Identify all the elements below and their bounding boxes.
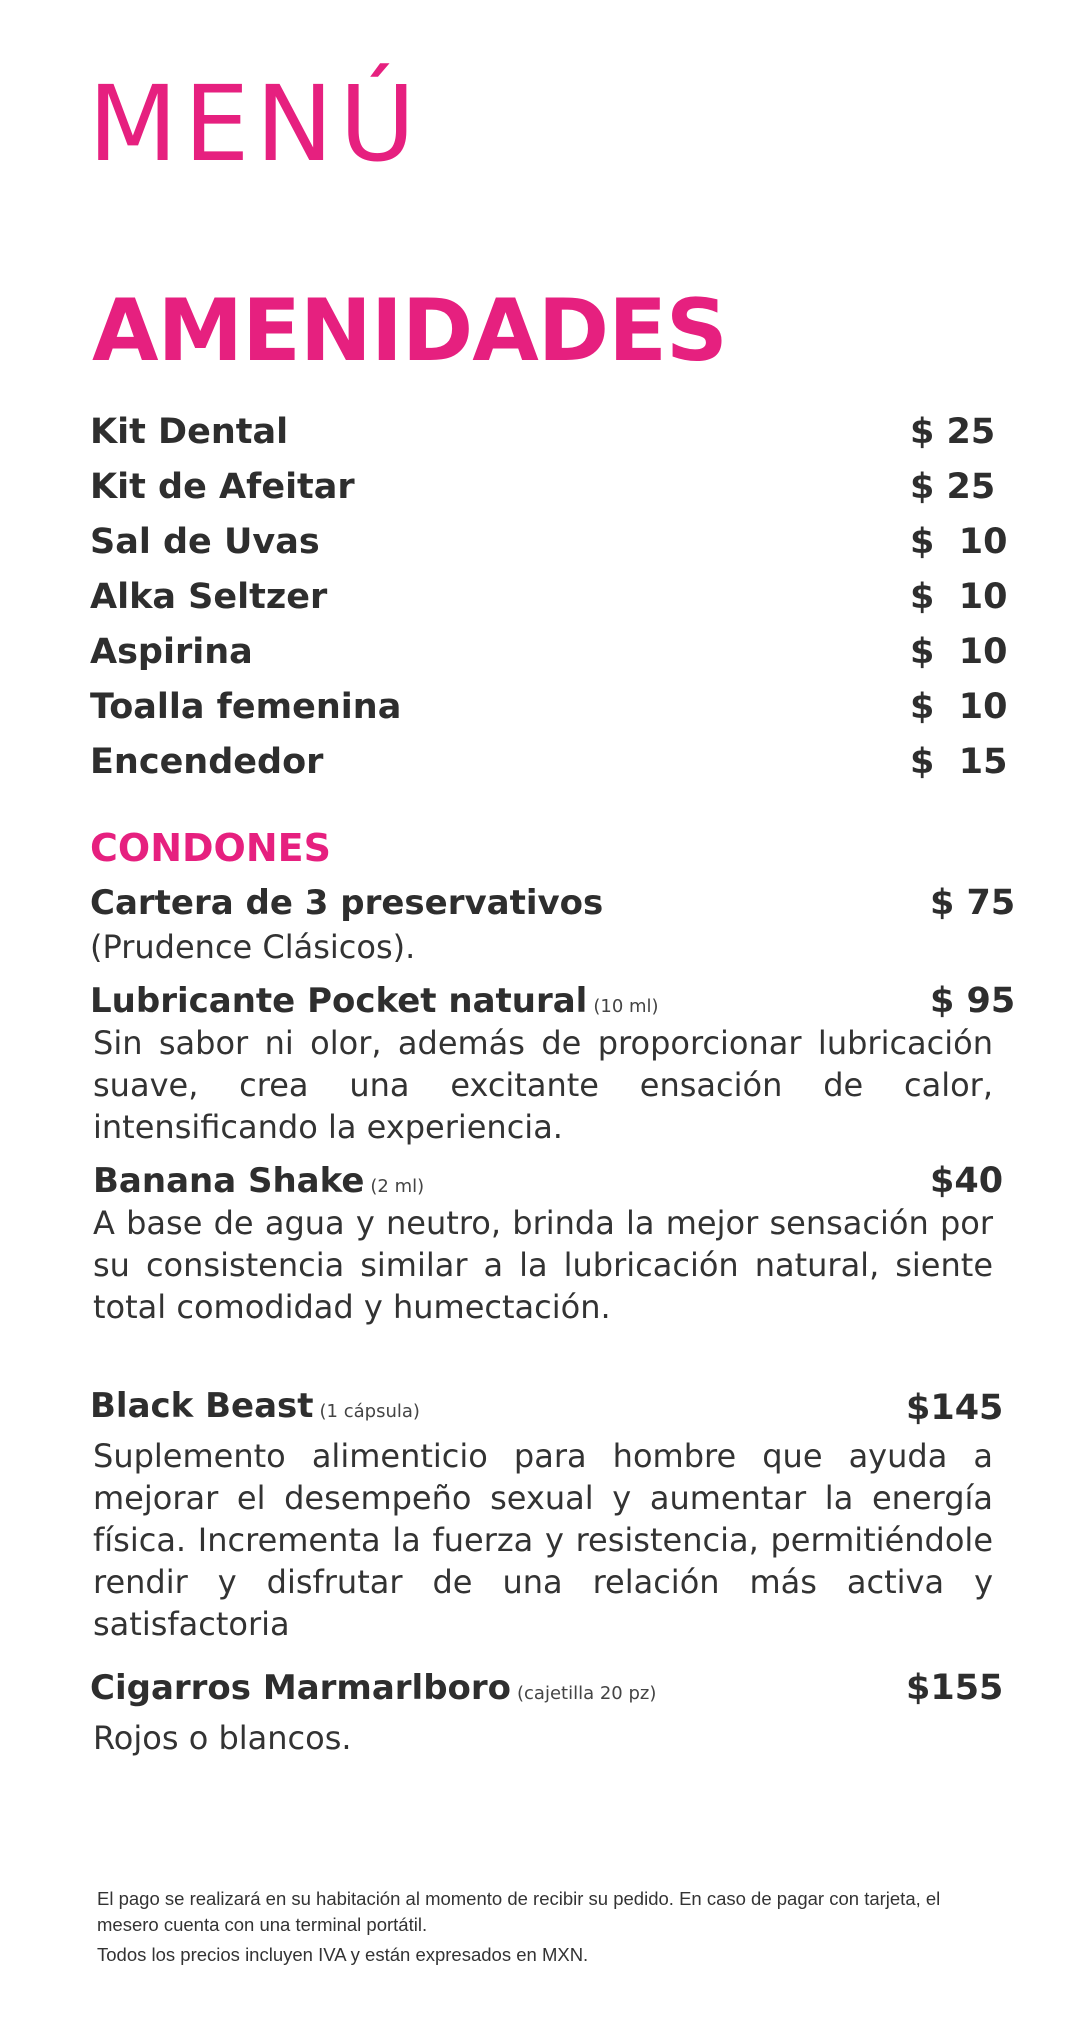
amenity-row <box>90 742 1008 796</box>
tax-note: Todos los precios incluyen IVA y están expresados en MXN. <box>97 1944 589 1965</box>
amenity-price: $ 10 <box>910 577 1008 617</box>
amenity-price: $ 10 <box>910 687 1008 727</box>
amenity-name: Aspirina <box>90 632 253 672</box>
amenity-price: $ 10 <box>910 632 1008 672</box>
amenity-row <box>90 577 1008 631</box>
amenity-price: $ 25 <box>910 467 996 507</box>
amenity-name: Sal de Uvas <box>90 522 320 562</box>
amenity-row <box>90 467 996 521</box>
section-heading-amenidades: AMENIDADES <box>92 281 727 381</box>
amenity-name: Alka Seltzer <box>90 577 328 617</box>
item-name: Cartera de 3 preservativos <box>90 883 604 923</box>
item-description: A base de agua y neutro, brinda la mejor sensación por su consistencia similar a la lubricación natural, siente total comodidad y humectación. <box>93 1204 993 1326</box>
item-description: Sin sabor ni olor, además de proporcionar lubricación suave, crea una excitante ensación de calor, intensificando la experiencia. <box>93 1024 993 1146</box>
item-price: $40 <box>930 1161 1004 1201</box>
item-title <box>90 981 659 1021</box>
item-description: (Prudence Clásicos). <box>90 928 416 966</box>
amenity-name: Encendedor <box>90 742 324 782</box>
amenity-row <box>90 522 1008 576</box>
item-name: Banana Shake <box>93 1161 365 1201</box>
item-price: $145 <box>906 1388 1004 1428</box>
item-title <box>90 1386 420 1426</box>
item-description: Rojos o blancos. <box>93 1719 352 1757</box>
section-heading-condones: CONDONES <box>90 826 331 870</box>
amenity-name: Toalla femenina <box>90 687 402 727</box>
item-title <box>90 1668 656 1708</box>
amenity-price: $ 25 <box>910 412 996 452</box>
item-price: $ 75 <box>930 883 1016 923</box>
amenity-row <box>90 412 996 466</box>
amenity-name: Kit Dental <box>90 412 289 452</box>
item-title <box>90 883 603 923</box>
item-quantity: (cajetilla 20 pz) <box>517 1683 657 1704</box>
amenity-row <box>90 632 1008 686</box>
amenity-price: $ 15 <box>910 742 1008 782</box>
item-quantity: (10 ml) <box>593 996 659 1017</box>
amenity-price: $ 10 <box>910 522 1008 562</box>
item-title <box>93 1161 424 1201</box>
item-name: Black Beast <box>90 1386 314 1426</box>
item-price: $ 95 <box>930 981 1016 1021</box>
amenity-name: Kit de Afeitar <box>90 467 355 507</box>
item-name: Cigarros Marmarlboro <box>90 1668 512 1708</box>
item-quantity: (2 ml) <box>370 1176 425 1197</box>
item-name: Lubricante Pocket natural <box>90 981 588 1021</box>
item-description: Suplemento alimenticio para hombre que ayuda a mejorar el desempeño sexual y aumentar la energía física. Incrementa la fuerza y resistencia, permitiéndole rendir y disfrutar de una relación más activa y satisfactoria <box>93 1437 993 1643</box>
item-price: $155 <box>906 1668 1004 1708</box>
page-title: MENÚ <box>88 63 422 185</box>
payment-note: El pago se realizará en su habitación al momento de recibir su pedido. En caso de pagar con tarjeta, el mesero cuenta con una terminal portátil. <box>97 1888 941 1935</box>
item-quantity: (1 cápsula) <box>319 1401 420 1422</box>
amenity-row <box>90 687 1008 741</box>
